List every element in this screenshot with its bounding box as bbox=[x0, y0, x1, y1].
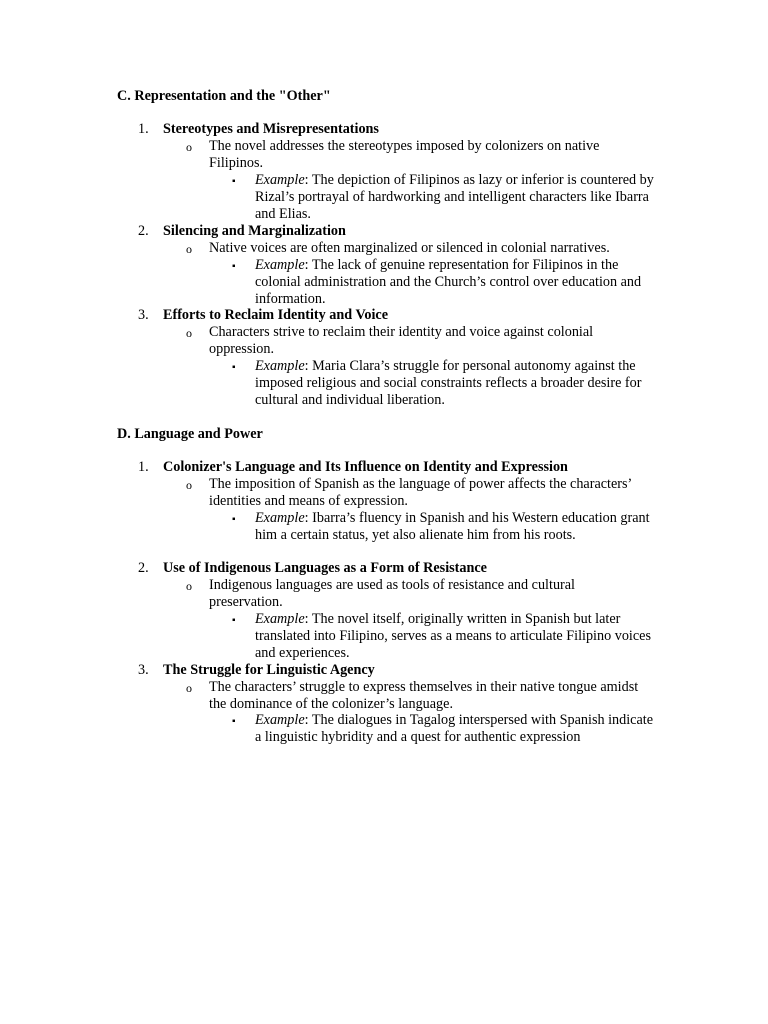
sub-point-text: Indigenous languages are used as tools of resistance and cultural preservation. bbox=[209, 577, 576, 610]
example-label: Example bbox=[255, 172, 305, 188]
sub-point-text: Native voices are often marginalized or silenced in colonial narratives. bbox=[209, 240, 610, 256]
example-label: Example bbox=[255, 611, 305, 627]
square-bullet-icon: ▪ bbox=[232, 615, 236, 626]
example-text bbox=[255, 172, 655, 223]
example-text bbox=[255, 611, 655, 662]
circle-bullet-icon: o bbox=[186, 242, 192, 256]
circle-bullet-icon: o bbox=[186, 478, 192, 492]
example-label: Example bbox=[255, 257, 305, 273]
list-number: 1. bbox=[138, 459, 149, 475]
circle-bullet-icon: o bbox=[186, 140, 192, 154]
example-text bbox=[255, 257, 655, 308]
example-body: : Ibarra’s fluency in Spanish and his Western education grant him a certain status, yet also alienate him from his roots. bbox=[255, 510, 650, 543]
example-text bbox=[255, 712, 655, 746]
example-body: : The depiction of Filipinos as lazy or inferior is countered by Rizal’s portrayal of hardworking and intelligent characters like Ibarra and Elias. bbox=[255, 172, 654, 222]
square-bullet-icon: ▪ bbox=[232, 261, 236, 272]
example-body: : The novel itself, originally written in Spanish but later translated into Filipino, serves as a means to articulate Filipino voices and experiences. bbox=[255, 611, 651, 661]
sub-point-text: The imposition of Spanish as the language of power affects the characters’ identities and means of expression. bbox=[209, 476, 632, 509]
list-number: 3. bbox=[138, 307, 149, 323]
sub-point-text: Characters strive to reclaim their identity and voice against colonial oppression. bbox=[209, 324, 594, 357]
circle-bullet-icon: o bbox=[186, 681, 192, 695]
example-label: Example bbox=[255, 510, 305, 526]
list-item-title: Silencing and Marginalization bbox=[163, 223, 346, 239]
list-number: 2. bbox=[138, 223, 149, 239]
list-item-title: Stereotypes and Misrepresentations bbox=[163, 121, 379, 137]
example-label: Example bbox=[255, 358, 305, 374]
circle-bullet-icon: o bbox=[186, 579, 192, 593]
circle-bullet-icon: o bbox=[186, 326, 192, 340]
list-item-title: Colonizer's Language and Its Influence on Identity and Expression bbox=[163, 459, 568, 475]
example-body: : Maria Clara’s struggle for personal autonomy against the imposed religious and social constraints reflects a broader desire for cultural and individual liberation. bbox=[255, 358, 642, 408]
list-number: 3. bbox=[138, 662, 149, 678]
square-bullet-icon: ▪ bbox=[232, 514, 236, 525]
list-item-title: Efforts to Reclaim Identity and Voice bbox=[163, 307, 389, 323]
list-number: 2. bbox=[138, 560, 149, 576]
sub-point-text: The characters’ struggle to express themselves in their native tongue amidst the dominance of the colonizer’s language. bbox=[209, 679, 639, 712]
list-number: 1. bbox=[138, 121, 149, 137]
sub-point-text: The novel addresses the stereotypes imposed by colonizers on native Filipinos. bbox=[209, 138, 600, 171]
example-text bbox=[255, 358, 655, 409]
section-heading: D. Language and Power bbox=[117, 426, 263, 442]
example-body: : The lack of genuine representation for Filipinos in the colonial administration and the Church’s control over education and information. bbox=[255, 257, 642, 307]
list-item-title: The Struggle for Linguistic Agency bbox=[163, 662, 375, 678]
section-heading: C. Representation and the "Other" bbox=[117, 88, 331, 104]
square-bullet-icon: ▪ bbox=[232, 176, 236, 187]
list-item-title: Use of Indigenous Languages as a Form of Resistance bbox=[163, 560, 487, 576]
example-label: Example bbox=[255, 712, 305, 728]
square-bullet-icon: ▪ bbox=[232, 362, 236, 373]
example-text bbox=[255, 510, 655, 544]
example-body: : The dialogues in Tagalog interspersed with Spanish indicate a linguistic hybridity and a quest for authentic expression bbox=[255, 712, 654, 745]
square-bullet-icon: ▪ bbox=[232, 716, 236, 727]
